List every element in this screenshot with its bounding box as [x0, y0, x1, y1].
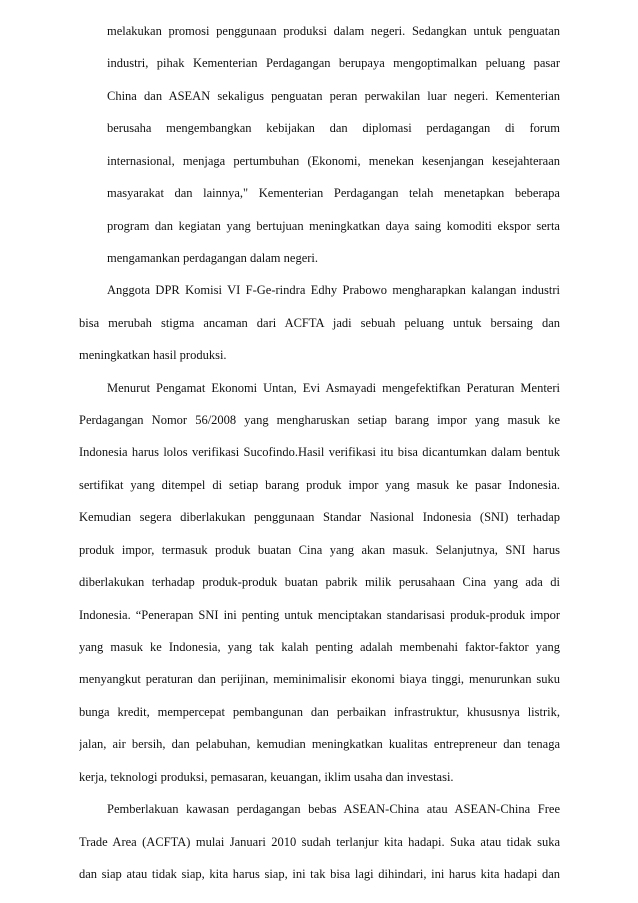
text-line: masyarakat dan lainnya," Kementerian Perdagangan telah menetapkan beberapa: [107, 186, 560, 200]
text-line: Indonesia harus lolos verifikasi Sucofindo.Hasil verifikasi itu bisa dicantumkan dalam bentuk: [79, 445, 560, 459]
text-line: Kemudian segera diberlakukan penggunaan Standar Nasional Indonesia (SNI) terhadap: [79, 510, 560, 524]
text-line: bisa merubah stigma ancaman dari ACFTA jadi sebuah peluang untuk bersaing dan: [79, 316, 560, 330]
text-line: mengamankan perdagangan dalam negeri.: [107, 251, 319, 265]
text-line: yang masuk ke Indonesia, yang tak kalah penting adalah membenahi faktor-faktor yang: [79, 640, 560, 654]
text-line: Indonesia. “Penerapan SNI ini penting untuk menciptakan standarisasi produk-produk impor: [79, 608, 560, 622]
text-line: program dan kegiatan yang bertujuan meningkatkan daya saing komoditi ekspor serta: [107, 219, 560, 233]
text-line: sertifikat yang ditempel di setiap barang produk impor yang masuk ke pasar Indonesia.: [79, 478, 560, 492]
text-line: Menurut Pengamat Ekonomi Untan, Evi Asmayadi mengefektifkan Peraturan Menteri: [107, 381, 560, 395]
text-line: internasional, menjaga pertumbuhan (Ekonomi, menekan kesenjangan kesejahteraan: [107, 154, 560, 168]
text-line: berusaha mengembangkan kebijakan dan diplomasi perdagangan di forum: [107, 121, 560, 135]
text-line: Trade Area (ACFTA) mulai Januari 2010 sudah terlanjur kita hadapi. Suka atau tidak suka: [79, 835, 560, 849]
text-line: industri, pihak Kementerian Perdagangan berupaya mengoptimalkan peluang pasar: [107, 56, 560, 70]
text-line: produk impor, termasuk produk buatan Cina yang akan masuk. Selanjutnya, SNI harus: [79, 543, 560, 557]
text-line: diberlakukan terhadap produk-produk buatan pabrik milik perusahaan Cina yang ada di: [79, 575, 560, 589]
text-line: bunga kredit, mempercepat pembangunan dan perbaikan infrastruktur, khususnya listrik,: [79, 705, 560, 719]
text-line: jalan, air bersih, dan pelabuhan, kemudian meningkatkan kualitas entrepreneur dan tenaga: [79, 737, 560, 751]
text-line: China dan ASEAN sekaligus penguatan peran perwakilan luar negeri. Kementerian: [107, 89, 560, 103]
text-line: kerja, teknologi produksi, pemasaran, keuangan, iklim usaha dan investasi.: [79, 770, 454, 784]
text-line: Perdagangan Nomor 56/2008 yang mengharuskan setiap barang impor yang masuk ke: [79, 413, 560, 427]
text-line: Pemberlakuan kawasan perdagangan bebas ASEAN-China atau ASEAN-China Free: [107, 802, 560, 816]
text-line: Anggota DPR Komisi VI F-Ge-rindra Edhy Prabowo mengharapkan kalangan industri: [107, 283, 560, 297]
text-line: melakukan promosi penggunaan produksi dalam negeri. Sedangkan untuk penguatan: [107, 24, 560, 38]
text-line: menyangkut peraturan dan perijinan, meminimalisir ekonomi biaya tinggi, menurunkan suku: [79, 672, 560, 686]
text-line: meningkatkan hasil produksi.: [79, 348, 227, 362]
text-line: dan siap atau tidak siap, kita harus siap, ini tak bisa lagi dihindari, ini harus kita hadapi dan: [79, 867, 560, 881]
